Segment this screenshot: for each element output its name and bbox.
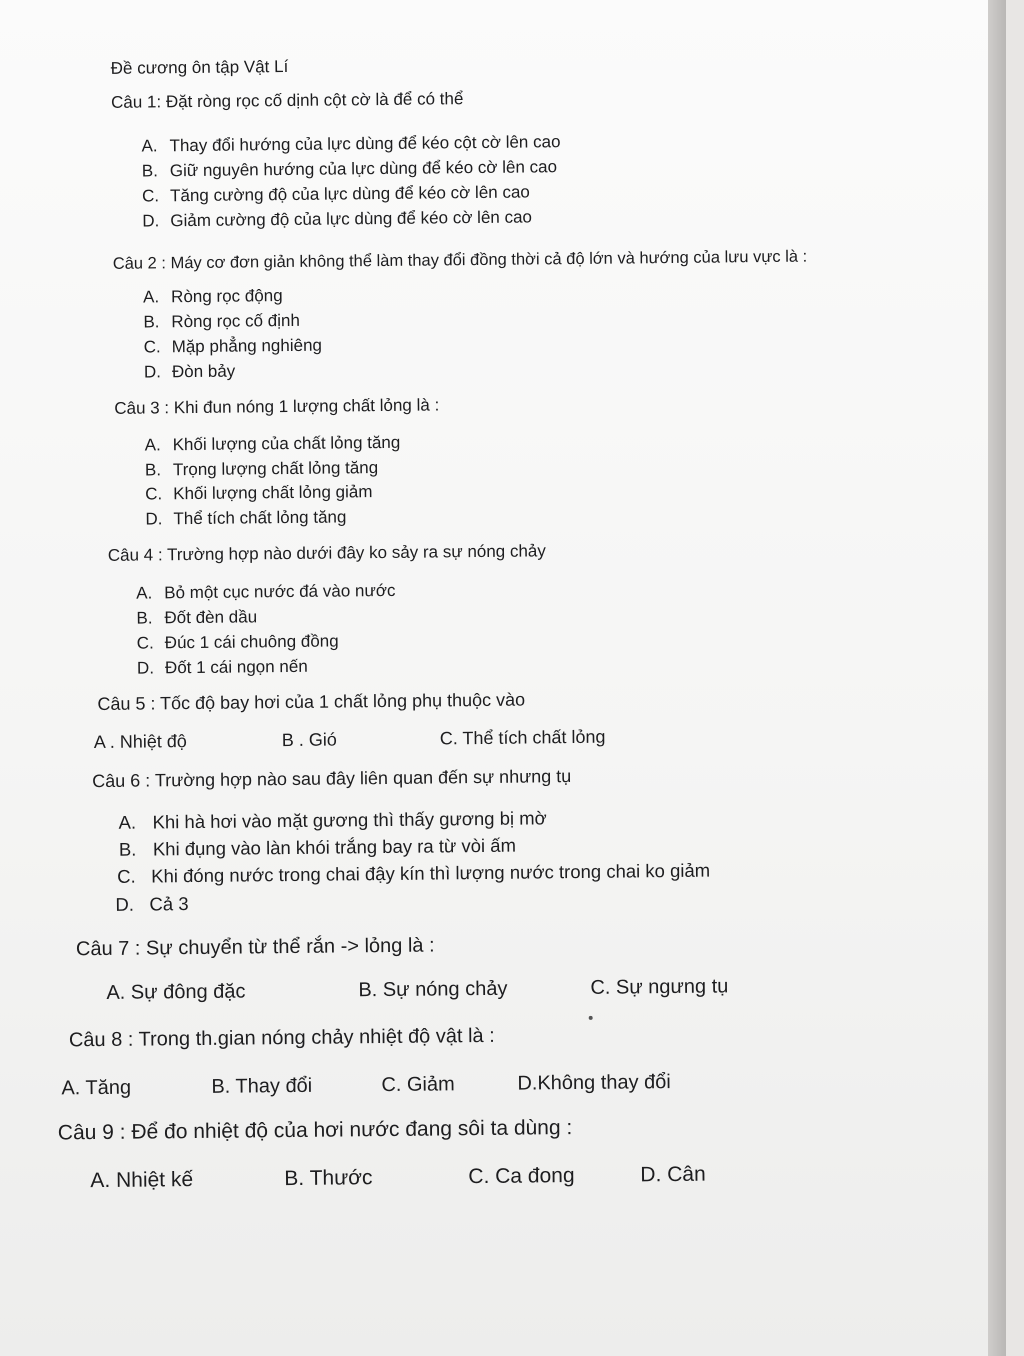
question-2-option-a <box>143 286 283 307</box>
question-5-option-a: A . Nhiệt độ <box>93 731 187 753</box>
option-text: Thể tích chất lỏng tăng <box>173 507 347 529</box>
question-8-option-b: B. Thay đổi <box>211 1074 313 1098</box>
option-text: Mặp phẳng nghiêng <box>171 335 323 357</box>
question-1-option-c <box>142 182 530 206</box>
option-letter: A. <box>136 583 153 603</box>
question-3-option-b <box>145 458 378 480</box>
ink-speck <box>589 1016 593 1020</box>
question-9-option-a: A. Nhiệt kế <box>90 1168 194 1193</box>
question-7-option-c: C. Sự ngưng tụ <box>590 975 729 999</box>
question-1-option-b <box>142 157 557 181</box>
question-2-option-d <box>144 362 236 383</box>
question-8-options-row <box>11 1067 1011 1100</box>
question-3-option-a <box>145 433 401 456</box>
option-letter: C. <box>143 337 161 357</box>
option-text: Giữ nguyên hướng của lực dùng để kéo cờ lên cao <box>169 157 558 181</box>
question-5-option-c: C. Thể tích chất lỏng <box>439 726 606 749</box>
question-4: Câu 4 : Trường hợp nào dưới đây ko sảy ra sự nóng chảy <box>107 541 546 565</box>
option-letter: C. <box>136 633 154 653</box>
option-letter: D. <box>143 362 162 382</box>
question-2-option-b <box>143 311 300 333</box>
option-letter: C. <box>145 484 163 504</box>
option-letter: B. <box>118 838 137 860</box>
option-text: Khối lượng của chất lỏng tăng <box>172 432 401 455</box>
option-text: Đốt đèn dầu <box>164 607 258 628</box>
question-7: Câu 7 : Sự chuyển từ thể rắn -> lỏng là : <box>75 934 435 961</box>
question-8: Câu 8 : Trong th.gian nóng chảy nhiệt độ vật là : <box>68 1024 495 1052</box>
option-letter: A. <box>144 435 161 455</box>
question-4-option-b <box>136 607 257 628</box>
option-text: Khi đụng vào làn khói trắng bay ra từ vòi ấm <box>152 834 517 860</box>
question-9-option-b: B. Thước <box>284 1166 373 1191</box>
question-1-option-a <box>141 132 560 156</box>
question-9-option-d: D. Cân <box>640 1162 706 1187</box>
question-5: Câu 5 : Tốc độ bay hơi của 1 chất lỏng phụ thuộc vào <box>97 689 526 715</box>
question-2-option-c <box>144 336 322 358</box>
question-7-options-row <box>10 972 1010 1004</box>
option-letter: D. <box>136 658 155 678</box>
question-9-options-row <box>12 1159 1012 1193</box>
question-1: Câu 1: Đặt ròng rọc cố dịnh cột cờ là để có thể <box>110 89 464 112</box>
option-text: Tăng cường độ của lực dùng để kéo cờ lên cao <box>169 182 530 206</box>
question-6-option-d <box>115 893 188 916</box>
question-2: Câu 2 : Máy cơ đơn giản không thể làm thay đổi đồng thời cả độ lớn và hướng của lưu vực là : <box>112 247 808 273</box>
option-letter: B. <box>143 312 160 332</box>
page-edge-strip <box>988 0 1006 1356</box>
option-letter: B. <box>144 460 162 480</box>
option-text: Đòn bảy <box>171 361 236 382</box>
option-letter: D. <box>145 509 163 529</box>
question-5-option-b: B . Gió <box>281 729 337 751</box>
question-3-option-d <box>145 507 346 529</box>
option-text: Khi hà hơi vào mặt gương thì thấy gương bị mờ <box>152 807 547 833</box>
option-letter: C. <box>141 186 160 206</box>
option-text: Khi đóng nước trong chai đậy kín thì lượng nước trong chai ko giảm <box>151 859 711 887</box>
question-6-option-b <box>119 835 516 861</box>
question-1-option-d <box>142 207 532 231</box>
option-letter: A. <box>118 811 137 833</box>
option-letter: B. <box>136 608 153 628</box>
question-9-option-c: C. Ca đong <box>468 1164 575 1189</box>
option-text: Đốt 1 cái ngọn nến <box>164 656 308 678</box>
option-letter: B. <box>141 161 158 181</box>
option-letter: A. <box>141 136 158 156</box>
question-6: Câu 6 : Trường hợp nào sau đây liên quan đến sự nhưng tụ <box>92 766 572 792</box>
question-7-option-a: A. Sự đông đặc <box>106 980 246 1004</box>
option-text: Đúc 1 cái chuông đồng <box>164 631 339 653</box>
question-6-option-a <box>119 807 547 833</box>
question-7-option-b: B. Sự nóng chảy <box>358 977 508 1002</box>
question-8-option-a: A. Tăng <box>61 1076 132 1100</box>
document-title: Đề cương ôn tập Vật Lí <box>110 56 289 78</box>
question-6-option-c <box>117 860 710 888</box>
question-5-options-row <box>8 722 1008 753</box>
question-3-option-c <box>145 482 372 504</box>
question-4-option-c <box>137 631 339 653</box>
option-text: Bỏ một cục nước đá vào nước <box>164 580 396 603</box>
option-text: Giảm cường độ của lực dùng để kéo cờ lên cao <box>170 207 533 231</box>
question-4-option-d <box>137 657 308 679</box>
option-text: Cả 3 <box>149 893 189 915</box>
option-letter: D. <box>115 893 135 915</box>
option-letter: C. <box>117 865 136 887</box>
question-8-option-d: D.Không thay đổi <box>517 1071 671 1095</box>
option-text: Trọng lượng chất lỏng tăng <box>172 458 379 480</box>
option-letter: A. <box>143 287 160 307</box>
question-4-option-a <box>136 581 395 604</box>
option-text: Ròng rọc cố định <box>171 310 301 332</box>
question-8-option-c: C. Giảm <box>381 1073 455 1097</box>
question-9: Câu 9 : Để đo nhiệt độ của hơi nước đang sôi ta dùng : <box>57 1116 573 1145</box>
option-text: Ròng rọc động <box>171 286 283 307</box>
option-text: Thay đổi hướng của lực dùng để kéo cột cờ lên cao <box>169 132 561 156</box>
option-letter: D. <box>142 211 160 231</box>
option-text: Khối lượng chất lỏng giảm <box>173 482 373 504</box>
question-3: Câu 3 : Khi đun nóng 1 lượng chất lỏng là : <box>114 395 440 418</box>
